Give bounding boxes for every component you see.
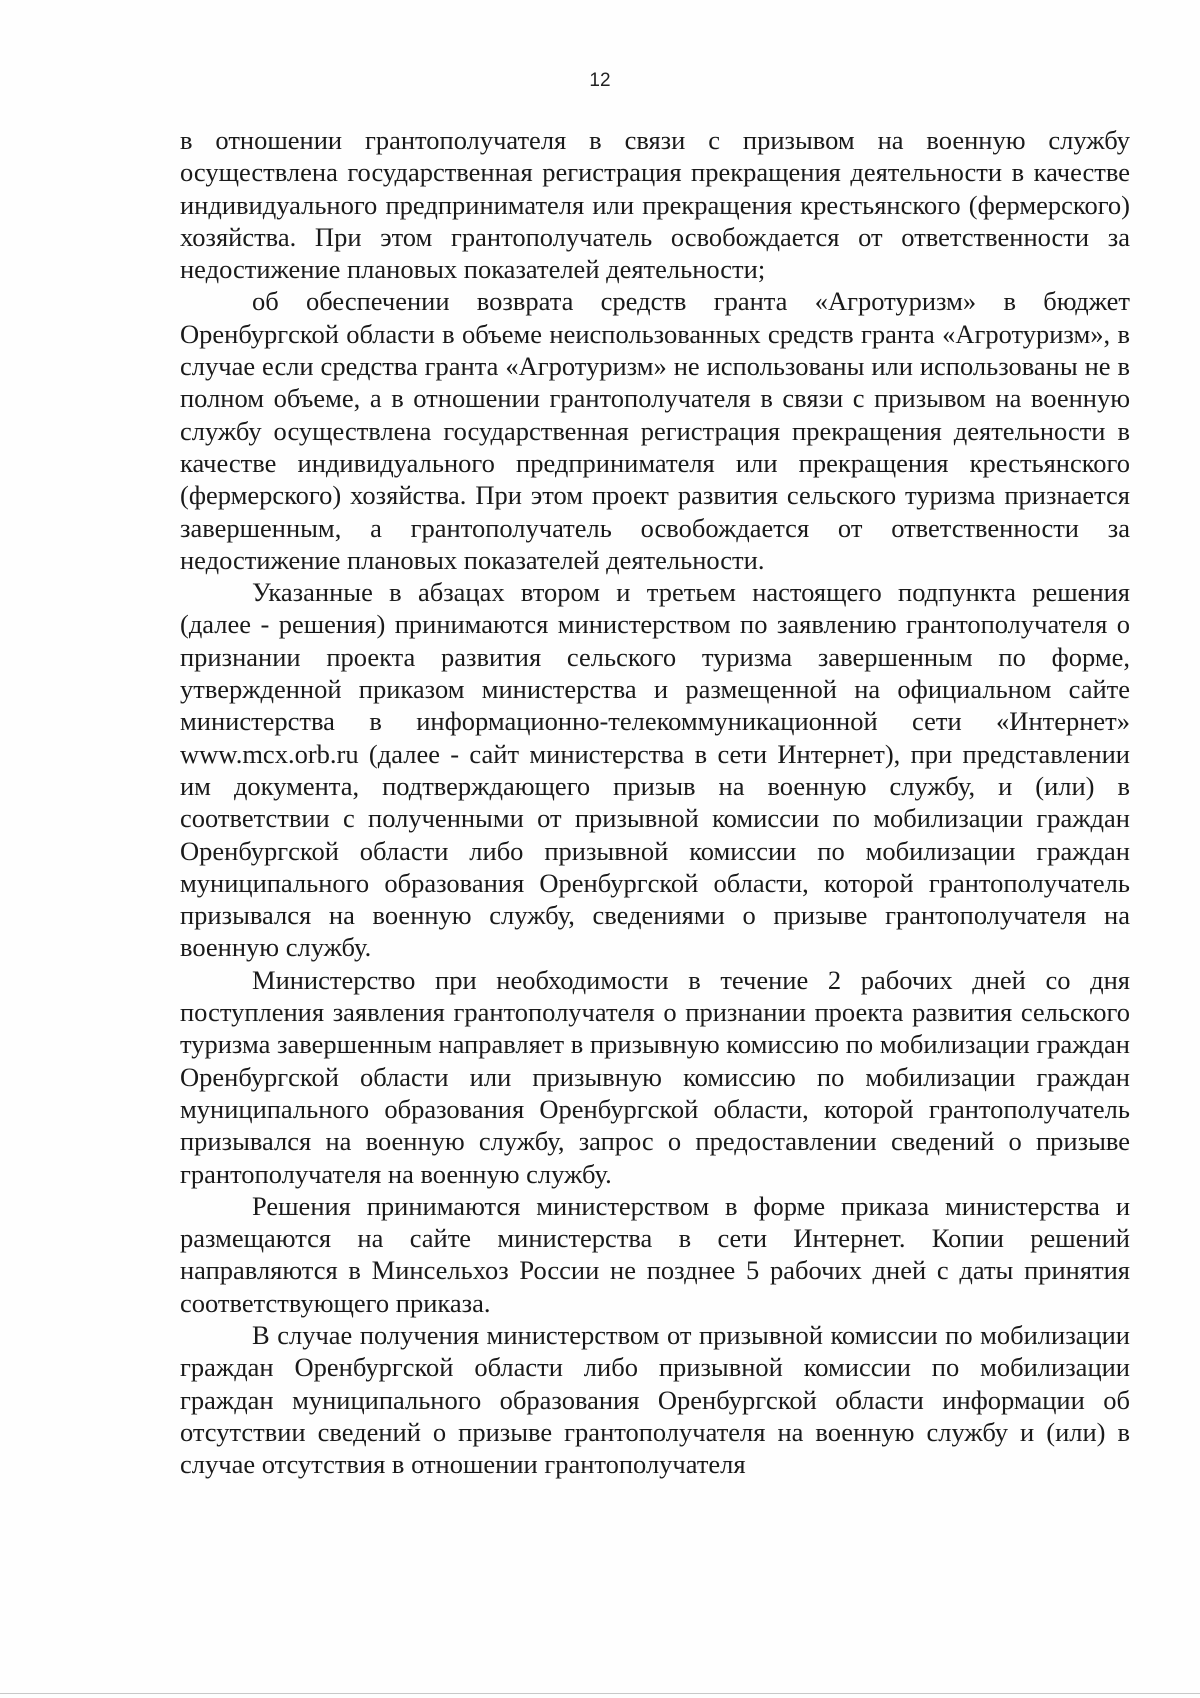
paragraph-continuation: в отношении грантополучателя в связи с призывом на военную службу осуществлена государственная регистрация прекращения деятельности в качестве индивидуального предпринимателя или прекращения крестьянского (фермерского) хозяйства. При этом грантополучатель освобождается от ответственности за недостижение плановых показателей деятельности; — [180, 125, 1130, 285]
paragraph-decisions-basis: Указанные в абзацах втором и третьем настоящего подпункта решения (далее - решения) принимаются министерством по заявлению грантополучателя о признании проекта развития сельского туризма завершенным по форме, утвержденной приказом министерства и размещенной на официальном сайте министерства в информационно-телекоммуникационной сети «Интернет» www.mcx.orb.ru (далее - сайт министерства в сети Интернет), при представлении им документа, подтверждающего призыв на военную службу, и (или) в соответствии с полученными от призывной комиссии по мобилизации граждан Оренбургской области либо призывной комиссии по мобилизации граждан муниципального образования Оренбургской области, которой грантополучатель призывался на военную службу, сведениями о призыве грантополучателя на военную службу. — [180, 577, 1130, 963]
scan-bottom-edge — [0, 1693, 1200, 1694]
paragraph-ministry-request: Министерство при необходимости в течение 2 рабочих дней со дня поступления заявления грантополучателя о признании проекта развития сельского туризма завершенным направляет в призывную комиссию по мобилизации граждан Оренбургской области или призывную комиссию по мобилизации граждан муниципального образования Оренбургской области, которой грантополучатель призывался на военную службу, запрос о предоставлении сведений о призыве грантополучателя на военную службу. — [180, 964, 1130, 1189]
page-number: 12 — [589, 70, 611, 91]
paragraph-grant-return: об обеспечении возврата средств гранта «Агротуризм» в бюджет Оренбургской области в объеме неиспользованных средств гранта «Агротуризм», в случае если средства гранта «Агротуризм» не использованы или использованы не в полном объеме, а в отношении грантополучателя в связи с призывом на военную службу осуществлена государственная регистрация прекращения деятельности в качестве индивидуального предпринимателя или прекращения крестьянского (фермерского) хозяйства. При этом проект развития сельского туризма признается завершенным, а грантополучатель освобождается от ответственности за недостижение плановых показателей деятельности. — [180, 286, 1130, 575]
document-body — [180, 124, 1130, 1480]
paragraph-absence-of-info: В случае получения министерством от призывной комиссии по мобилизации граждан Оренбургской области либо призывной комиссии по мобилизации граждан муниципального образования Оренбургской области информации об отсутствии сведений о призыве грантополучателя на военную службу и (или) в случае отсутствия в отношении грантополучателя — [180, 1319, 1130, 1480]
paragraph-decisions-publication: Решения принимаются министерством в форме приказа министерства и размещаются на сайте министерства в сети Интернет. Копии решений направляются в Минсельхоз России не позднее 5 рабочих дней с даты принятия соответствующего приказа. — [180, 1190, 1130, 1318]
